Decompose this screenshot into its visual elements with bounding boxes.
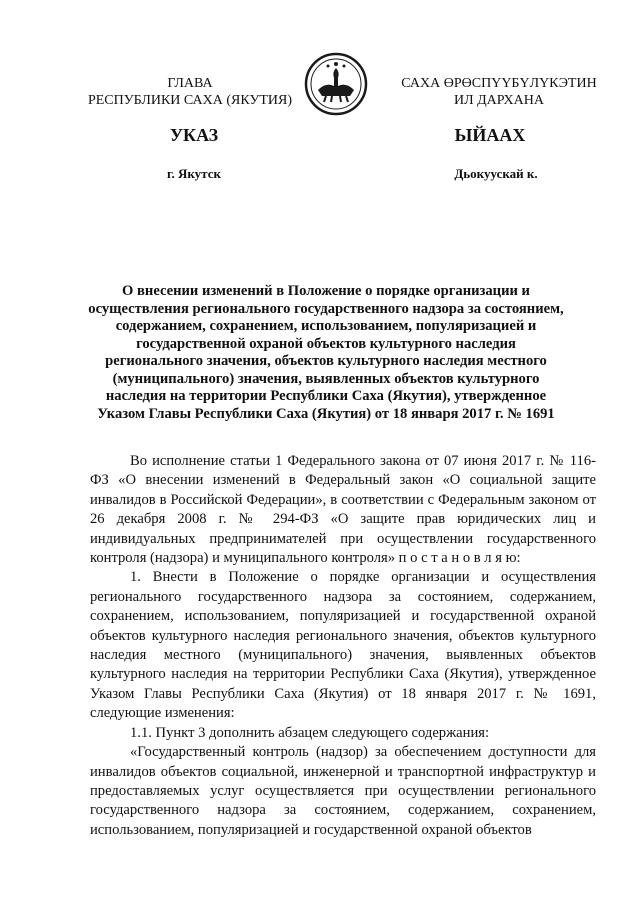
issuer-line-1-ru: ГЛАВА [167,76,213,91]
doc-type-ru: УКАЗ [169,125,219,145]
issuer-line-1-sah: САХА ӨРӨСПҮҮБҮЛҮКЭТИН [401,76,597,91]
paragraph-quote: «Государственный контроль (надзор) за обеспечением доступности для инвалидов объектов социальной, инженерной и транспортной инфраструктур и предоставляемых услуг осуществляется при осуществлении регионального государственного надзора за состоянием, содержанием, сохранением, использованием, популяризацией и государственной охраной объектов [90,744,596,838]
issuer-line-2-ru: РЕСПУБЛИКИ САХА (ЯКУТИЯ) [87,93,293,108]
coat-of-arms-icon [304,52,368,116]
city-ru: г. Якутск [167,166,221,181]
paragraph-item-1-1: 1.1. Пункт 3 дополнить абзацем следующего содержания: [130,724,490,741]
doc-type-sah: ЫЙААХ [454,125,526,145]
issuer-header-ru [70,75,310,109]
city-sah: Дьокуускай к. [454,166,538,181]
decree-body [90,452,596,840]
issuer-header-sah [388,75,610,109]
decree-title: О внесении изменений в Положение о порядке организации и осуществления регионального государственного надзора за состоянием, содержанием, сохранением, использованием, популяризацией и государственной охраной объектов культурного наследия регионального значения, объектов культурного наследия местного (муниципального) значения, выявленных объектов культурного наследия на территории Республики Саха (Якутия), утвержденное Указом Главы Республики Саха (Якутия) от 18 января 2017 г. № 1691 [88,283,564,422]
paragraph-item-1: 1. Внести в Положение о порядке организации и осуществления регионального государственного надзора за состоянием, содержанием, сохранением, использованием, популяризацией и государственной охраной объектов культурного наследия регионального значения, объектов культурного наследия местного (муниципального) значения, выявленных объектов культурного наследия на территории Республики Саха (Якутия), утвержденное Указом Главы Республики Саха (Якутия) от 18 января 2017 г. № 1691, следующие изменения: [90,569,596,722]
issuer-line-2-sah: ИЛ ДАРХАНА [453,93,544,108]
paragraph-preamble: Во исполнение статьи 1 Федерального закона от 07 июня 2017 г. № 116-ФЗ «О внесении изменений в Федеральный закон «О социальной защите инвалидов в Российской Федерации», в соответствии с Федеральным законом от 26 декабря 2008 г. № 294-ФЗ «О защите прав юридических лиц и индивидуальных предпринимателей при осуществлении государственного контроля (надзора) и муниципального контроля» п о с т а н о в л я ю: [90,453,596,567]
